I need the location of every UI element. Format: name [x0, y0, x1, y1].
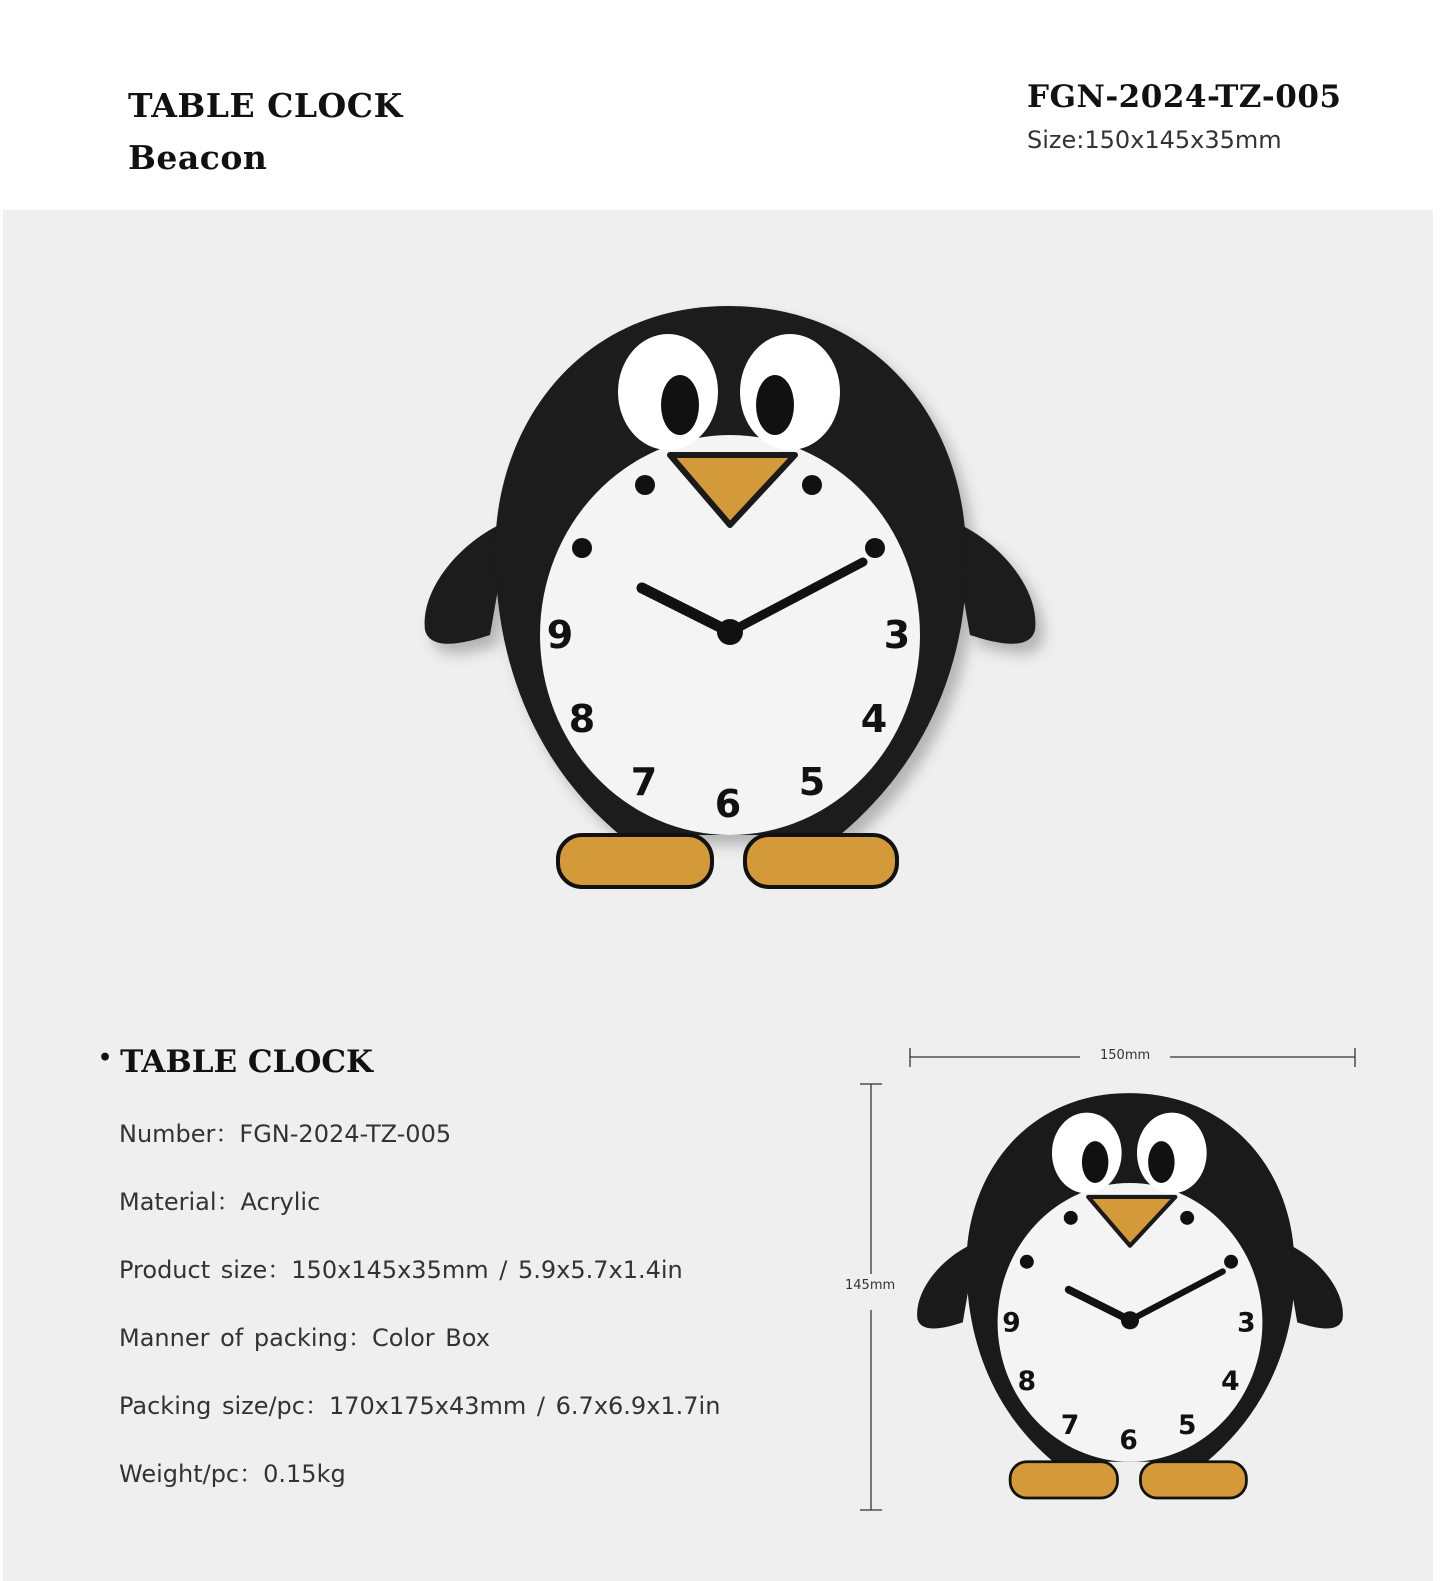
spec-product-size: Product size：150x145x35mm / 5.9x5.7x1.4in [119, 1256, 683, 1284]
title-block [128, 80, 403, 184]
small-numeral-4: 4 [1221, 1366, 1240, 1397]
spec-packing-size: Packing size/pc：170x175x43mm / 6.7x6.9x1.7in [119, 1392, 721, 1420]
penguin-clock-small [900, 1078, 1360, 1518]
hour-dot [802, 475, 822, 495]
product-size: Size:150x145x35mm [1027, 126, 1282, 154]
numeral-7: 7 [630, 760, 658, 804]
spec-number: Number：FGN-2024-TZ-005 [119, 1120, 452, 1148]
small-numeral-9: 9 [1002, 1307, 1021, 1339]
small-numeral-3: 3 [1237, 1307, 1256, 1339]
spec-packing-manner: Manner of packing：Color Box [119, 1324, 490, 1352]
numeral-8: 8 [568, 697, 596, 741]
numeral-4: 4 [860, 697, 888, 741]
hand-pivot [717, 619, 743, 645]
dimension-diagram [840, 1040, 1380, 1520]
right-pupil [756, 375, 794, 435]
bullet-icon: • [98, 1045, 113, 1071]
numeral-3: 3 [883, 613, 911, 657]
hour-dot [865, 538, 885, 558]
product-type-title: TABLE CLOCK [128, 86, 403, 125]
height-dimension-label: 145mm [845, 1278, 896, 1293]
small-numeral-6: 6 [1119, 1425, 1138, 1457]
small-numeral-8: 8 [1017, 1366, 1037, 1397]
right-foot [745, 835, 897, 887]
product-name-title: Beacon [128, 138, 268, 177]
specs-heading-text: TABLE CLOCK [120, 1044, 373, 1080]
spec-material: Material：Acrylic [119, 1188, 321, 1216]
left-pupil [661, 375, 699, 435]
spec-weight: Weight/pc：0.15kg [119, 1460, 346, 1488]
numeral-5: 5 [798, 760, 826, 804]
product-code: FGN-2024-TZ-005 [1027, 79, 1342, 115]
hour-dot [635, 475, 655, 495]
header [0, 0, 1445, 210]
hour-dot [572, 538, 592, 558]
small-numeral-5: 5 [1177, 1409, 1197, 1441]
width-dimension-label: 150mm [1100, 1048, 1151, 1063]
penguin-clock-image [400, 290, 1060, 910]
numeral-6: 6 [714, 782, 742, 826]
spec-list [98, 1100, 720, 1508]
specs-section [98, 1040, 720, 1508]
left-foot [558, 835, 712, 887]
numeral-9: 9 [546, 613, 574, 657]
code-block [1027, 74, 1341, 160]
small-numeral-7: 7 [1060, 1409, 1080, 1441]
specs-heading [98, 1040, 720, 1084]
